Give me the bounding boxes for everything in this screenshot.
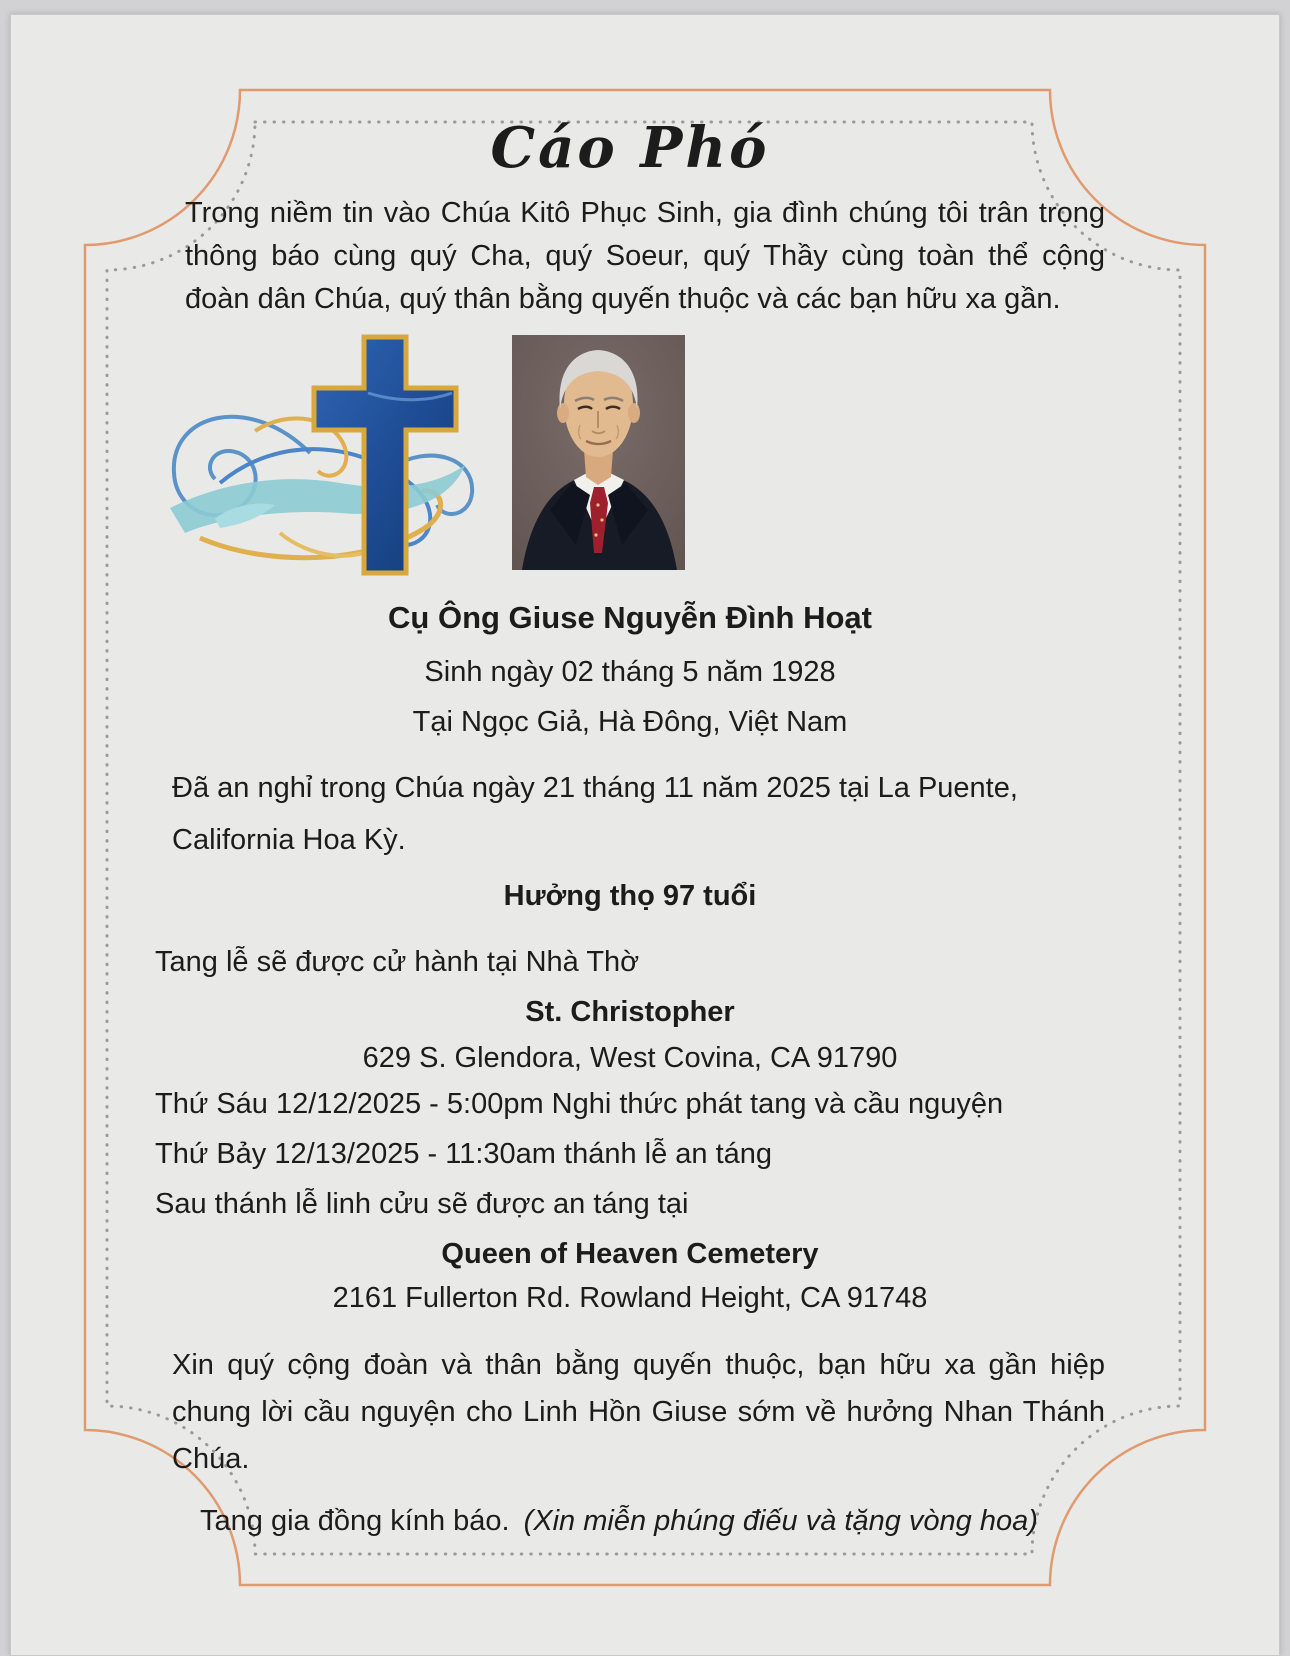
cemetery-address: 2161 Fullerton Rd. Rowland Height, CA 91748: [332, 1282, 928, 1315]
birthplace-line: Tại Ngọc Giả, Hà Đông, Việt Nam: [412, 706, 848, 739]
closing-paragraph: Xin quý cộng đoàn và thân bằng quyến thuộc, bạn hữu xa gần hiệp chung lời cầu nguyện cho Linh Hồn Giuse sớm về hưởng Nhan Thánh Chúa.: [172, 1349, 1105, 1476]
church-name: St. Christopher: [525, 996, 735, 1029]
signoff-text: Tang gia đồng kính báo.: [200, 1505, 510, 1538]
signoff-note: (Xin miễn phúng điếu và tặng vòng hoa): [523, 1505, 1038, 1538]
intro-paragraph: Trong niềm tin vào Chúa Kitô Phục Sinh, gia đình chúng tôi trân trọng thông báo cùng quý Cha, quý Soeur, quý Thầy cùng toàn thể cộng đoàn dân Chúa, quý thân bằng quyến thuộc và các bạn hữu xa gần.: [185, 197, 1105, 316]
schedule-saturday-line: Thứ Bảy 12/13/2025 - 11:30am thánh lễ an táng: [155, 1138, 773, 1171]
schedule-friday-line: Thứ Sáu 12/12/2025 - 5:00pm Nghi thức phát tang và cầu nguyện: [155, 1088, 1004, 1121]
cross-flourish-icon: [160, 333, 500, 578]
burial-intro-line: Sau thánh lễ linh cửu sẽ được an táng tại: [155, 1188, 689, 1221]
signoff-line: [200, 1501, 1105, 1541]
announcement-content: [155, 115, 1105, 1541]
birth-line: Sinh ngày 02 tháng 5 năm 1928: [424, 656, 836, 689]
cemetery-name: Queen of Heaven Cemetery: [441, 1238, 819, 1271]
deceased-name: Cụ Ông Giuse Nguyễn Đình Hoạt: [388, 600, 872, 636]
death-line: Đã an nghỉ trong Chúa ngày 21 tháng 11 năm 2025 tại La Puente, California Hoa Kỳ.: [172, 772, 1018, 857]
age-line: Hưởng thọ 97 tuổi: [503, 880, 757, 913]
images-row: [160, 333, 1105, 578]
deceased-portrait-photo: [512, 335, 685, 570]
page-title: Cáo Phó: [490, 115, 770, 181]
service-intro-line: Tang lễ sẽ được cử hành tại Nhà Thờ: [155, 946, 640, 979]
church-address: 629 S. Glendora, West Covina, CA 91790: [362, 1042, 898, 1075]
